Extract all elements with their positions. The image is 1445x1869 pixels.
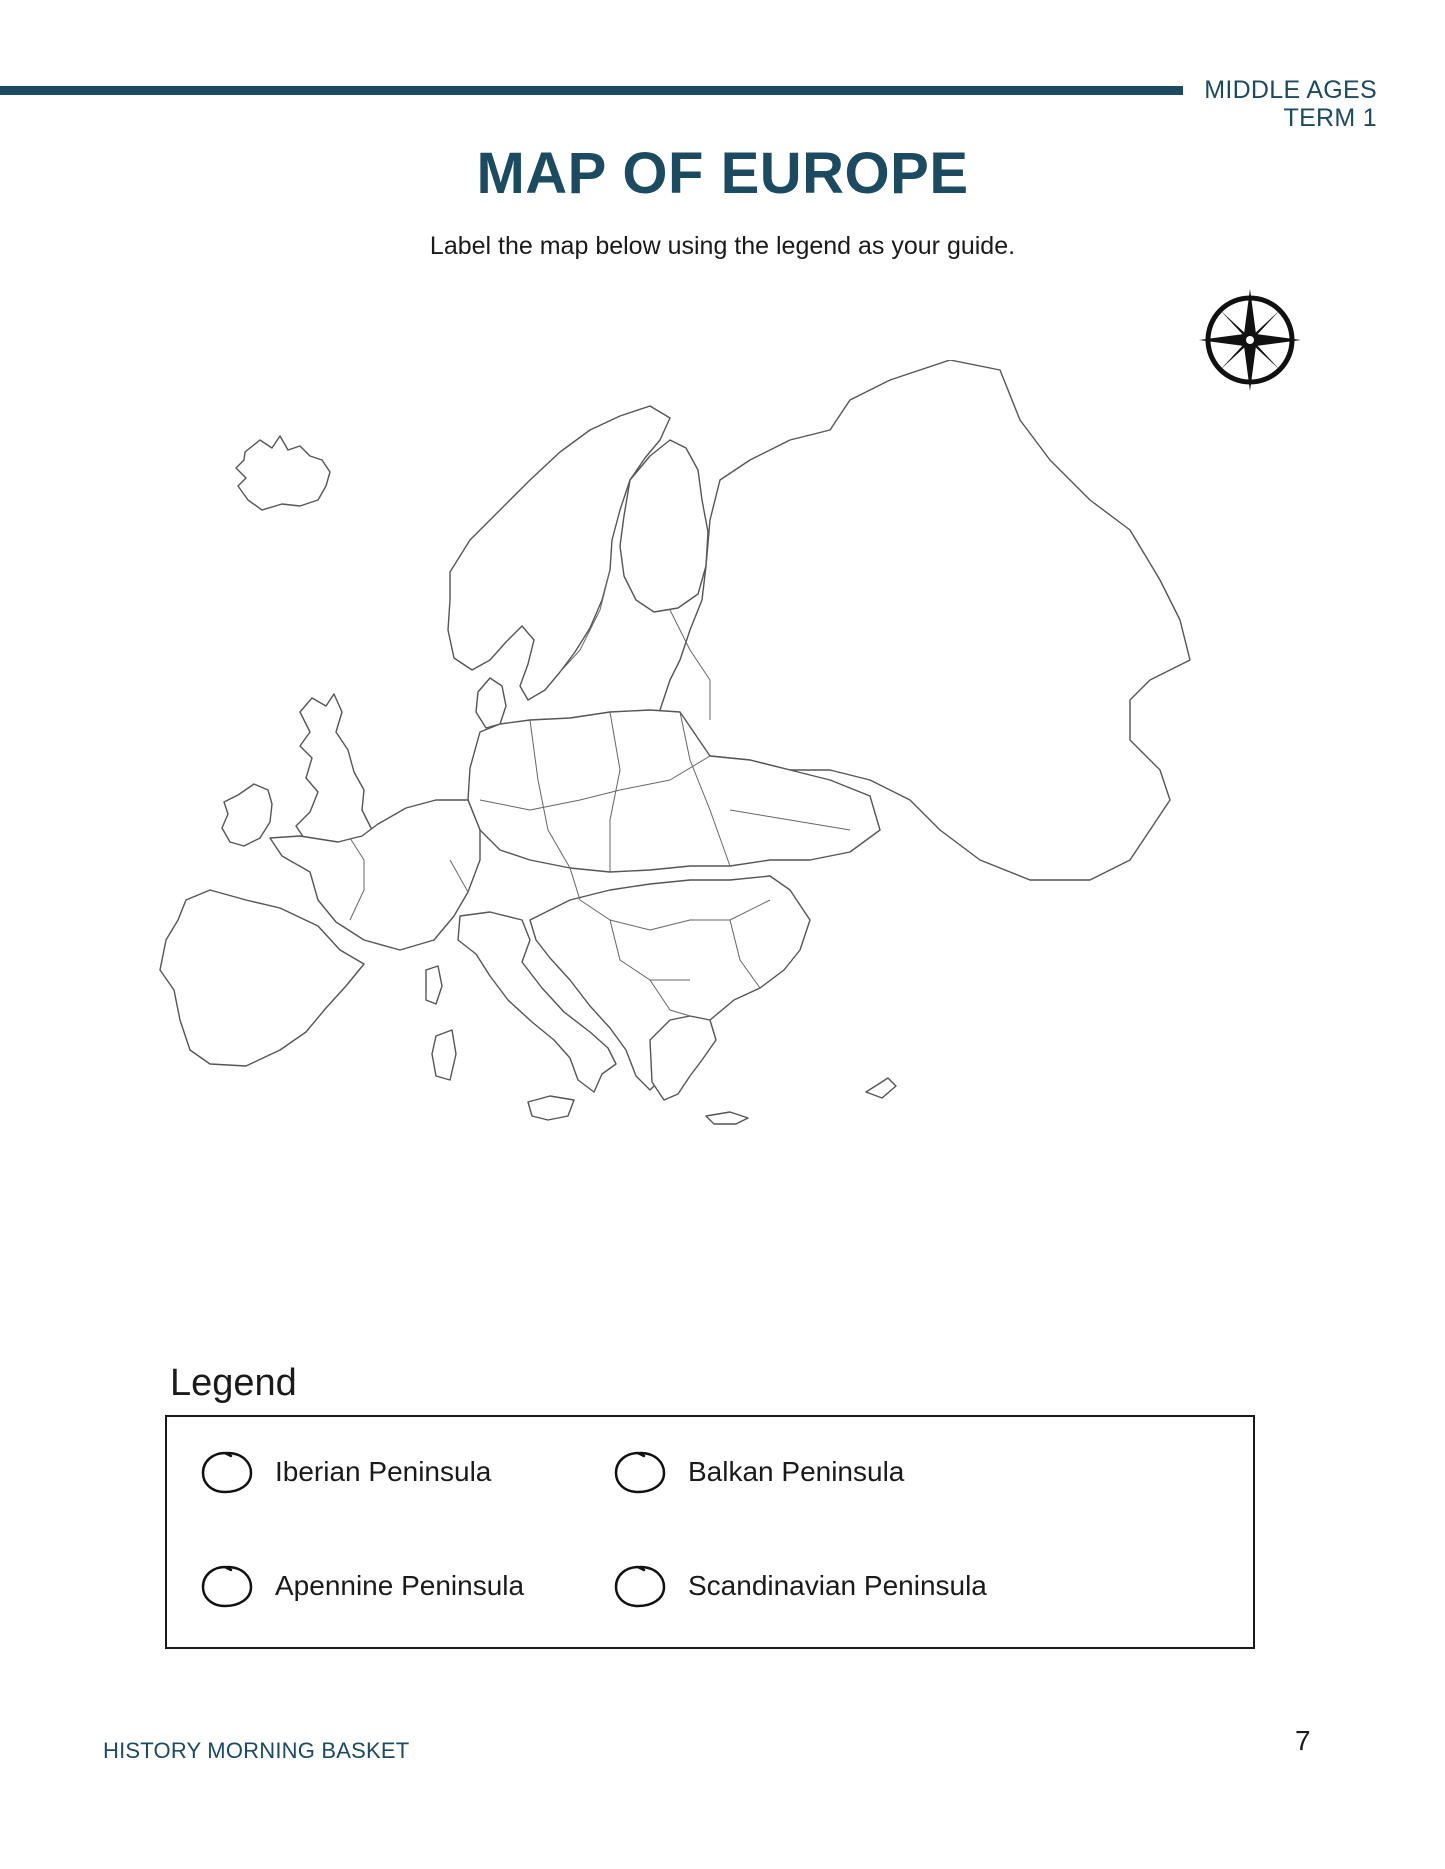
legend-box: [165, 1415, 1255, 1649]
map-great-britain: [290, 694, 372, 856]
map-sardinia: [426, 966, 442, 1004]
legend-item: [612, 1561, 987, 1611]
map-ireland: [222, 784, 272, 846]
hand-drawn-circle-icon: [199, 1561, 255, 1611]
legend-label-apennine: Apennine Peninsula: [275, 1570, 525, 1601]
hand-drawn-circle-icon: [612, 1447, 668, 1497]
map-denmark: [476, 678, 506, 728]
legend-label-iberian: Iberian Peninsula: [275, 1456, 492, 1487]
legend-label-scandinavian: Scandinavian Peninsula: [688, 1570, 987, 1601]
page-title: MAP OF EUROPE: [476, 141, 969, 206]
legend-item: [199, 1561, 524, 1611]
legend-item: [612, 1447, 904, 1497]
course-label: MIDDLE AGES: [1204, 76, 1377, 104]
legend-title: Legend: [170, 1362, 297, 1404]
map-crete: [706, 1112, 748, 1124]
map-iceland: [236, 436, 330, 510]
map-cyprus: [866, 1078, 896, 1098]
page-number: 7: [1295, 1725, 1311, 1756]
hand-drawn-circle-icon: [612, 1561, 668, 1611]
header-tag: [1204, 76, 1377, 132]
instructions: Label the map below using the legend as your guide.: [429, 232, 1016, 260]
map-sicily: [528, 1096, 574, 1120]
footer-series: HISTORY MORNING BASKET: [103, 1738, 410, 1763]
term-label: TERM 1: [1283, 104, 1377, 132]
legend-item: [199, 1447, 491, 1497]
header-rule: [0, 86, 1183, 95]
europe-outline-map: [150, 360, 1300, 1340]
map-corsica: [432, 1030, 456, 1080]
hand-drawn-circle-icon: [199, 1447, 255, 1497]
legend-label-balkan: Balkan Peninsula: [688, 1456, 905, 1487]
